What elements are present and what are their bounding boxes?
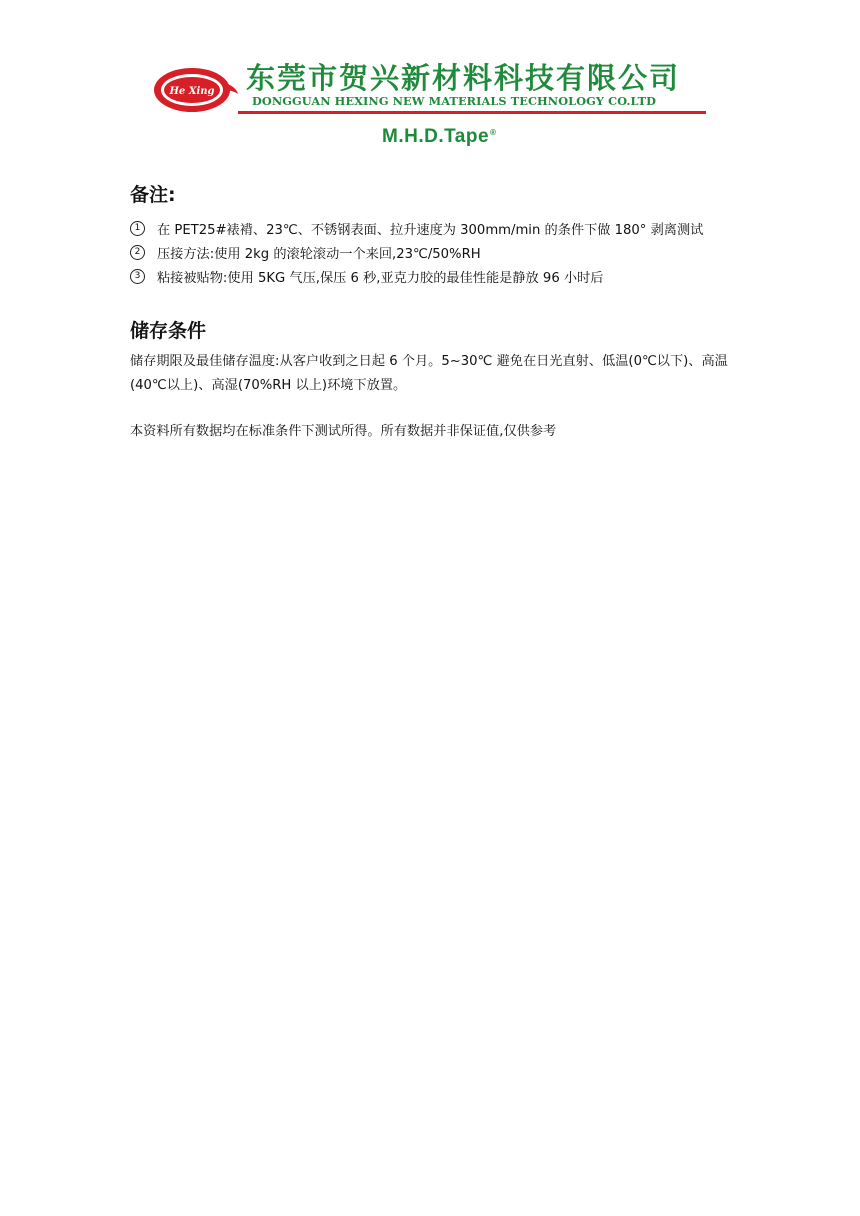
notes-heading: 备注: [130, 184, 176, 206]
note-number: 2 [130, 245, 145, 260]
header-divider [238, 111, 706, 114]
note-item-1 [130, 216, 750, 240]
letterhead [128, 56, 728, 152]
brand-name [382, 126, 496, 148]
company-name-en: DONGGUAN HEXING NEW MATERIALS TECHNOLOGY CO.LTD [252, 94, 657, 108]
note-item-2 [130, 240, 750, 264]
note-text: 压接方法:使用 2kg 的滚轮滚动一个来回,23℃/50%RH [157, 246, 481, 262]
company-name-cn: 东莞市贺兴新材料科技有限公司 [246, 61, 681, 95]
disclaimer-text: 本资料所有数据均在标准条件下测试所得。所有数据并非保证值,仅供参考 [130, 424, 557, 439]
notes-list [130, 216, 750, 288]
registered-mark: ® [490, 127, 497, 137]
hexing-logo-icon [152, 64, 238, 114]
note-text: 粘接被贴物:使用 5KG 气压,保压 6 秒,亚克力胶的最佳性能是静放 96 小时后 [157, 270, 604, 286]
brand-text: M.H.D.Tape [382, 126, 490, 147]
note-item-3 [130, 264, 750, 288]
storage-heading: 储存条件 [130, 320, 207, 342]
storage-text: 储存期限及最佳储存温度:从客户收到之日起 6 个月。5~30℃ 避免在日光直射、低温(0℃以下)、高温(40℃以上)、高湿(70%RH 以上)环境下放置。 [130, 354, 728, 393]
note-number: 3 [130, 269, 145, 284]
note-number: 1 [130, 221, 145, 236]
logo-emblem-text: He Xing [169, 86, 215, 97]
note-text: 在 PET25#裱褙、23℃、不锈钢表面、拉升速度为 300mm/min 的条件下做 180° 剥离测试 [157, 222, 704, 238]
